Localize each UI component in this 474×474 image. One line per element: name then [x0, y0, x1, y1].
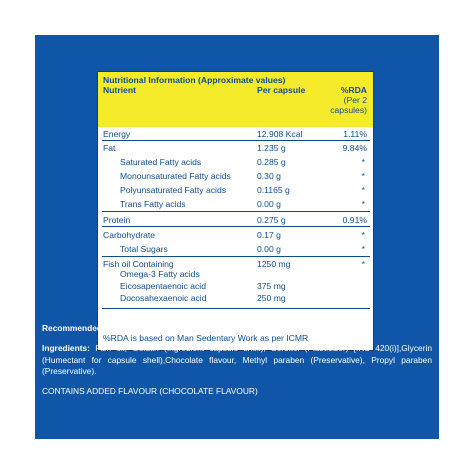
row-mono-name: Monounsaturated Fatty acids [120, 171, 231, 181]
row-saturated-value: 0.285 g [257, 157, 286, 167]
row-poly-value: 0.1165 g [257, 185, 290, 195]
row-saturated-rda: * [361, 157, 365, 167]
row-mono-rda: * [361, 171, 365, 181]
column-rda-sub1: (Per 2 [343, 95, 367, 105]
product-info-panel [35, 35, 439, 439]
row-fish-oil-name: Fish oil Containing [103, 259, 174, 269]
ingredients [42, 343, 432, 378]
usage-text: 1-2 Capsules daily [134, 323, 204, 333]
row-carbohydrate-value: 0.17 g [257, 230, 281, 240]
rda-footnote: %RDA is based on Man Sedentary Work as per ICMR [103, 333, 309, 343]
recommended-usage [42, 323, 432, 335]
ingredients-text: Fish oil, Gelatin (Ingredient capsule shell), Sorbitol (Plasticizer) [INS 420(i)],Glycerin (Humectant for capsule shell),Chocolate flavour, Methyl paraben (Preservative), Propyl paraben (Preservative). [42, 343, 432, 376]
row-saturated-name: Saturated Fatty acids [120, 157, 202, 167]
row-energy-name: Energy [103, 129, 131, 139]
row-mono-value: 0.30 g [257, 171, 281, 181]
column-rda: %RDA [340, 85, 367, 95]
row-trans-value: 0.00 g [257, 199, 281, 209]
divider [102, 211, 370, 212]
row-fish-oil-rda: * [361, 259, 365, 269]
row-protein-value: 0.275 g [257, 215, 286, 225]
row-sugars-value: 0.00 g [257, 244, 281, 254]
nutrition-table-header [98, 72, 373, 127]
row-sugars-name: Total Sugars [120, 244, 168, 254]
row-poly-rda: * [361, 185, 365, 195]
row-carbohydrate-name: Carbohydrate [103, 230, 156, 240]
row-fat-rda: 9.84% [342, 143, 367, 153]
row-dha-name: Docosahexaenoic acid [120, 293, 207, 303]
row-fat-name: Fat [103, 143, 116, 153]
divider [102, 308, 370, 309]
column-nutrient: Nutrient [103, 85, 136, 95]
column-rda-sub2: capsules) [330, 105, 367, 115]
usage-label: Recommended Usage: [42, 323, 133, 333]
row-protein-name: Protein [103, 215, 131, 225]
row-poly-name: Polyunsaturated Fatty acids [120, 185, 227, 195]
ingredients-label: Ingredients: [42, 343, 90, 353]
row-fat-value: 1.235 g [257, 143, 286, 153]
divider [102, 256, 370, 257]
row-sugars-rda: * [361, 244, 365, 254]
divider [102, 140, 370, 141]
row-dha-value: 250 mg [257, 293, 286, 303]
nutrition-table [97, 71, 374, 351]
row-energy-rda: 1.11% [343, 129, 367, 139]
row-epa-name: Eicosapentaenoic acid [120, 281, 206, 291]
row-trans-name: Trans Fatty acids [120, 199, 186, 209]
row-fish-oil-value: 1250 mg [257, 259, 291, 269]
column-per-capsule: Per capsule [257, 85, 306, 95]
flavour-note: CONTAINS ADDED FLAVOUR (CHOCOLATE FLAVOUR) [42, 386, 258, 396]
row-carbohydrate-rda: * [361, 230, 365, 240]
table-title: Nutritional Information (Approximate values) [103, 75, 286, 85]
row-energy-value: 12.908 Kcal [257, 129, 303, 139]
row-epa-value: 375 mg [257, 281, 286, 291]
row-protein-rda: 0.91% [342, 215, 367, 225]
divider [102, 226, 370, 227]
row-trans-rda: * [361, 199, 365, 209]
row-omega3-name: Omega-3 Fatty acids [120, 269, 200, 279]
